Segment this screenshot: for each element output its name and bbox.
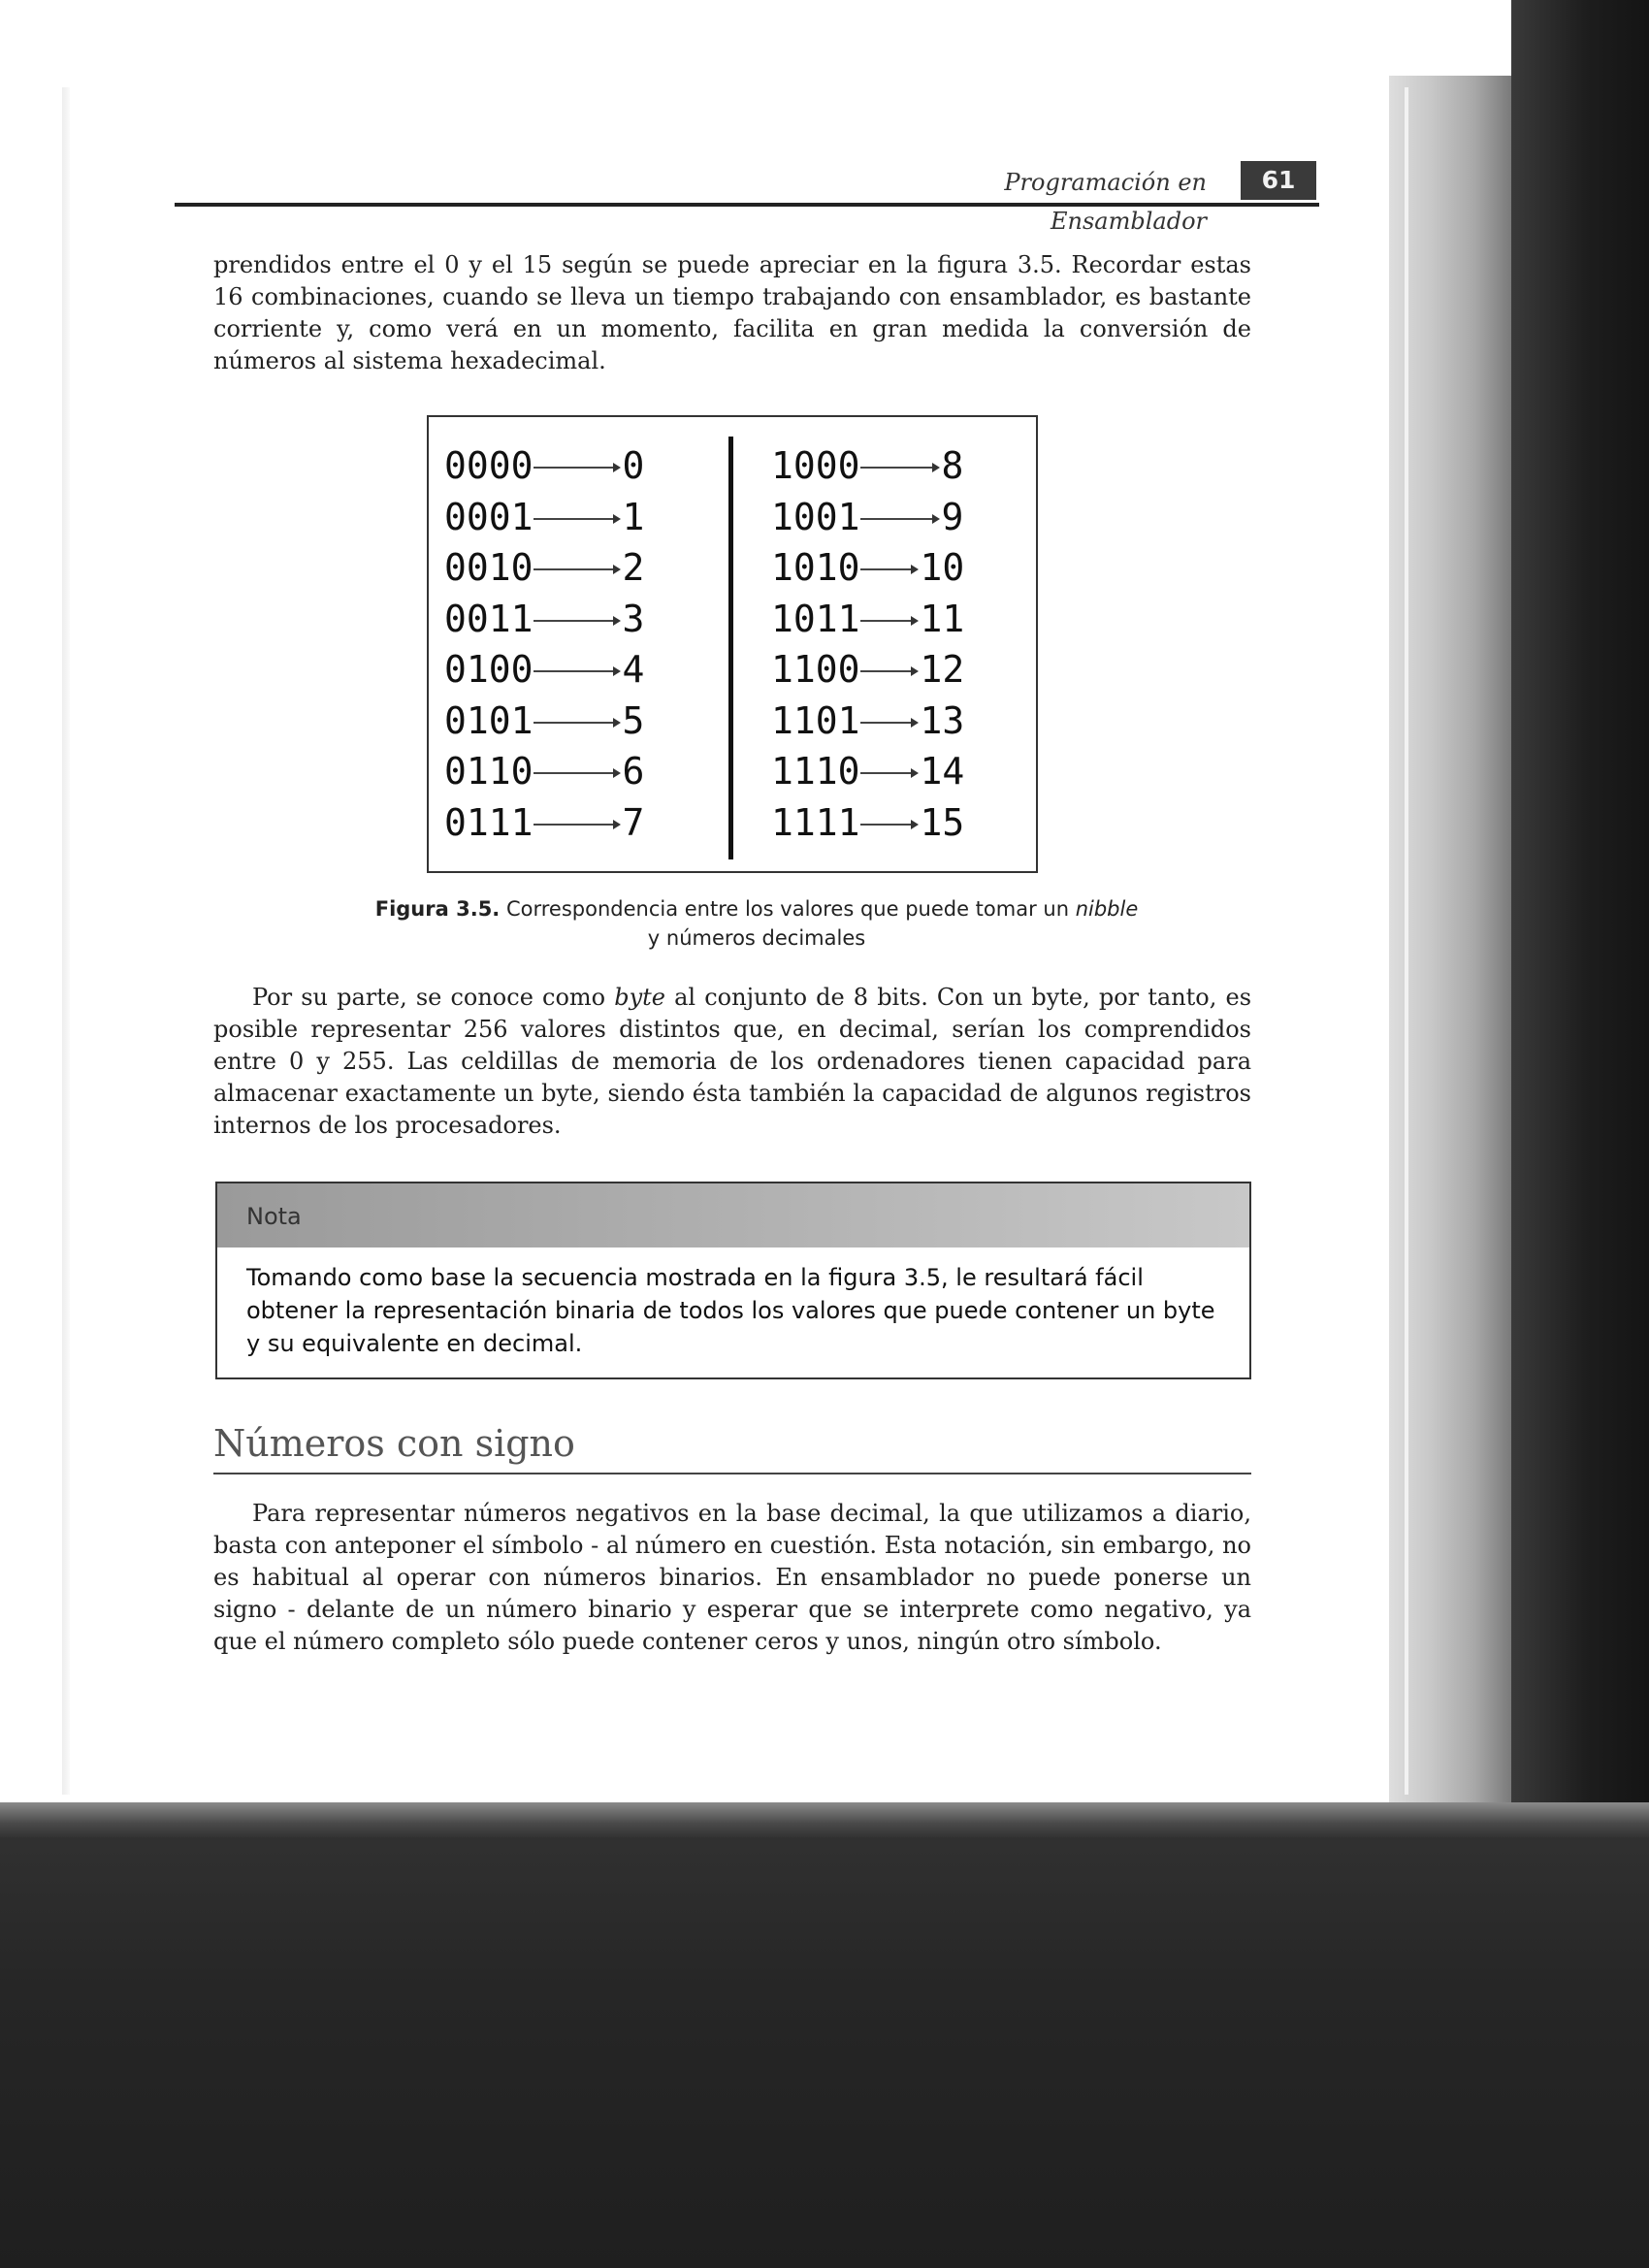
arrow-icon <box>534 620 619 622</box>
nibble-row-right <box>771 493 963 541</box>
binary-value: 0001 <box>444 495 534 538</box>
nibble-row-left <box>444 798 644 847</box>
nibble-row-right <box>771 697 964 745</box>
header-rule <box>175 203 1319 207</box>
caption-label: Figura 3.5. <box>374 897 501 921</box>
nibble-row-right <box>771 543 964 592</box>
note-body: Tomando como base la secuencia mostrada en la figura 3.5, le resultará fácil obtener la representación binaria de todos los valores que puede contener un byte y su equivalente en decimal. <box>246 1264 1215 1357</box>
binary-value: 0010 <box>444 546 534 589</box>
decimal-value: 6 <box>622 750 645 793</box>
nibble-row-right <box>771 798 964 847</box>
arrow-icon <box>534 670 619 672</box>
decimal-value: 12 <box>920 648 965 691</box>
term-byte: byte <box>614 984 666 1011</box>
nibble-row-left <box>444 645 644 694</box>
paragraph-byte-start: Por su parte, se conoce como <box>252 984 615 1011</box>
arrow-icon <box>860 620 917 622</box>
arrow-icon <box>860 467 938 469</box>
arrow-icon <box>534 518 619 520</box>
nibble-row-left <box>444 493 644 541</box>
decimal-value: 14 <box>920 750 965 793</box>
binary-value: 1110 <box>771 750 860 793</box>
decimal-value: 4 <box>622 648 645 691</box>
binary-value: 1000 <box>771 444 860 487</box>
decimal-value: 9 <box>941 495 964 538</box>
binary-value: 1011 <box>771 597 860 640</box>
binary-value: 1010 <box>771 546 860 589</box>
nibble-row-right <box>771 441 963 490</box>
page-bottom-edge <box>0 1802 1649 1837</box>
note-title: Nota <box>246 1203 302 1230</box>
note-header <box>217 1183 1249 1247</box>
decimal-value: 1 <box>622 495 645 538</box>
section-heading: Números con signo <box>213 1422 575 1465</box>
binary-value: 1111 <box>771 800 860 844</box>
scanner-shadow-bottom <box>0 1802 1649 2268</box>
decimal-value: 11 <box>920 597 965 640</box>
binary-value: 0011 <box>444 597 534 640</box>
binary-value: 0111 <box>444 800 534 844</box>
arrow-icon <box>534 772 619 774</box>
arrow-icon <box>860 722 917 724</box>
decimal-value: 13 <box>920 698 965 742</box>
decimal-value: 7 <box>622 800 645 844</box>
decimal-value: 10 <box>920 546 965 589</box>
arrow-icon <box>860 824 917 826</box>
figure-caption <box>291 894 1222 953</box>
nibble-row-right <box>771 645 964 694</box>
arrow-icon <box>534 568 619 570</box>
page-edge-highlight <box>1405 87 1408 1795</box>
nibble-row-left <box>444 441 644 490</box>
caption-text: Correspondencia entre los valores que puede tomar un <box>500 897 1076 921</box>
arrow-icon <box>534 722 619 724</box>
arrow-icon <box>534 467 619 469</box>
binary-value: 0100 <box>444 648 534 691</box>
caption-term: nibble <box>1075 897 1139 921</box>
decimal-value: 0 <box>622 444 645 487</box>
paragraph-byte <box>213 982 1251 1142</box>
figure-divider <box>728 437 733 859</box>
binary-value: 0110 <box>444 750 534 793</box>
nibble-row-left <box>444 595 644 643</box>
decimal-value: 15 <box>920 800 965 844</box>
decimal-value: 8 <box>941 444 964 487</box>
nibble-row-left <box>444 543 644 592</box>
decimal-value: 2 <box>622 546 645 589</box>
binary-value: 1101 <box>771 698 860 742</box>
nibble-row-right <box>771 595 964 643</box>
running-title: Programación en Ensamblador <box>1004 169 1207 235</box>
section-rule <box>213 1473 1251 1474</box>
arrow-icon <box>860 772 917 774</box>
arrow-icon <box>534 824 619 826</box>
page-left-edge <box>62 87 70 1795</box>
binary-value: 1001 <box>771 495 860 538</box>
decimal-value: 5 <box>622 698 645 742</box>
caption-line2: y números decimales <box>647 926 866 950</box>
arrow-icon <box>860 670 917 672</box>
nibble-row-right <box>771 747 964 795</box>
nibble-row-left <box>444 747 644 795</box>
binary-value: 0101 <box>444 698 534 742</box>
arrow-icon <box>860 568 917 570</box>
binary-value: 0000 <box>444 444 534 487</box>
arrow-icon <box>860 518 938 520</box>
decimal-value: 3 <box>622 597 645 640</box>
paragraph-byte-end: al conjunto de 8 bits. Con un byte, por tanto, es posible representar 256 valores distintos que, en decimal, serían los comprendidos entre 0 y 255. Las celdillas de memoria de los ordenadores tienen capacidad para almacenar exactamente un byte, siendo ésta también la capacidad de algunos registros internos de los procesadores. <box>213 984 1252 1139</box>
paragraph-intro: prendidos entre el 0 y el 15 según se puede apreciar en la figura 3.5. Recordar estas 16 combinaciones, cuando se lleva un tiempo trabajando con ensamblador, es bastante corriente y, como verá en un momento, facilita en gran medida la conversión de números al sistema hexadecimal. <box>213 251 1251 374</box>
paragraph-signed: Para representar números negativos en la base decimal, la que utilizamos a diario, basta con anteponer el símbolo - al número en cuestión. Esta notación, sin embargo, no es habitual al operar con números binarios. En ensamblador no puede ponerse un signo - delante de un número binario y esperar que se interprete como negativo, ya que el número completo sólo puede contener ceros y unos, ningún otro símbolo. <box>213 1500 1251 1655</box>
binary-value: 1100 <box>771 648 860 691</box>
page-number: 61 <box>1241 161 1316 200</box>
nibble-row-left <box>444 697 644 745</box>
